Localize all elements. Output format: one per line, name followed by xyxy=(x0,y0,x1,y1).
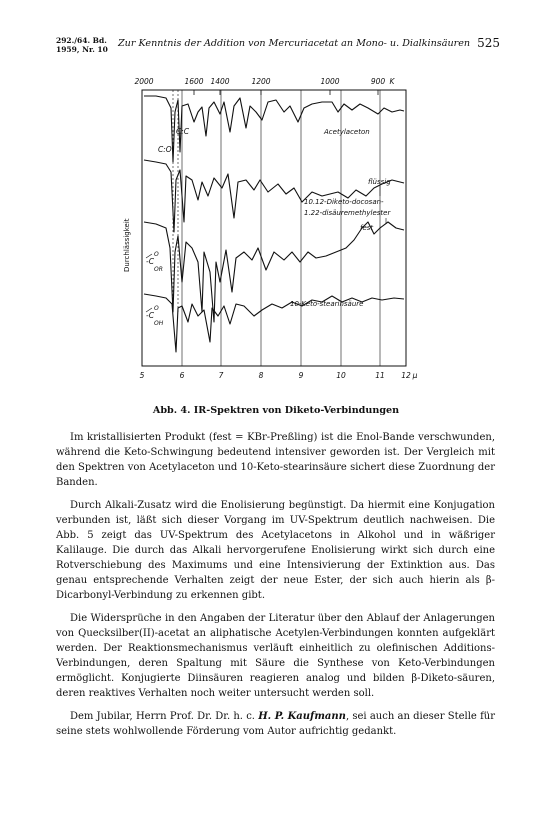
top-tick: 1400 xyxy=(210,77,230,86)
page-number: 525 xyxy=(477,36,500,50)
dedication-text-end: , sei auch an dieser Stelle für seine stets wohlwollende Förderung vom Autor aufrichtig gedankt. xyxy=(56,711,495,737)
paragraph: Die Widersprüche in den Angaben der Literatur über den Ablauf der Anlagerungen von Quecksilber(II)-acetat an aliphatische Acetylen-Verbindungen konnten aufgeklärt werden. Der Reaktionsmechanismus verläuft einheitlich zu olefinischen Additions-Verbindungen, deren Spaltung mit Säure die Synthese von Keto-Verbindungen ermöglicht. Konjugierte Diinsäuren reagieren analog und bilden β-Diketo-säuren, deren reaktives Verhalten noch weiter untersucht werden soll. xyxy=(56,613,495,699)
bottom-tick: 11 xyxy=(375,371,385,380)
label-diketo-line1: 10.12-Diketo-docosan- xyxy=(304,198,384,206)
curve-diketo-fest xyxy=(144,222,404,322)
label-diketo-line2: 1.22-disäuremethylester xyxy=(304,209,391,217)
label-keto-stearinsaeure: 10-Keto-stearinsäure xyxy=(290,300,364,308)
bottom-tick: 6 xyxy=(179,371,185,380)
label-cor-r: OR xyxy=(154,266,163,273)
curve-keto-stearinsaeure xyxy=(144,294,404,352)
dedication-name: H. P. Kaufmann xyxy=(258,711,346,722)
ir-spectra-figure xyxy=(116,72,436,402)
paragraph-dedication xyxy=(56,709,495,739)
label-cor: -C xyxy=(146,257,154,266)
curve-diketo-fluessig xyxy=(144,160,404,232)
paragraph: Durch Alkali-Zusatz wird die Enolisierung begünstigt. Da hiermit eine Konjugation verbunden ist, läßt sich dieser Vorgang im UV-Spektrum deutlich nachweisen. Die Abb. 5 zeigt das UV-Spektrum des Acetylacetons in Alkohol und in wäßriger Kalilauge. Die durch das Alkali hervorgerufene Enolisierung wirkt sich durch eine Rotverschiebung des Maximums und eine Intensivierung der Extinktion aus. Das genau entsprechende Verhalten zeigt der neue Ester, der sich auch hierin als β-Dicarbonyl-Verbindung zu erkennen gibt. xyxy=(56,500,495,601)
issue-line: 1959, Nr. 10 xyxy=(56,45,108,54)
paragraph: Im kristallisierten Produkt (fest = KBr-Preßling) ist die Enol-Bande verschwunden, während die Keto-Schwingung bedeutend intensiver geworden ist. Der Vergleich mit den Spektren von Acetylaceton und 10-Keto-stearinsäure sichert diese Zuordnung der Banden. xyxy=(56,432,495,488)
top-tick: 2000 xyxy=(134,77,154,86)
bottom-tick: 7 xyxy=(218,371,224,380)
dedication-text-start: Dem Jubilar, Herrn Prof. Dr. Dr. h. c. xyxy=(70,711,259,722)
top-tick: 1000 xyxy=(320,77,340,86)
label-coh-o: O xyxy=(154,305,159,312)
body-text xyxy=(56,430,495,747)
top-tick: 1600 xyxy=(184,77,204,86)
label-cor-o: O xyxy=(154,251,159,258)
bottom-axis-unit: μ xyxy=(412,371,418,380)
volume-info xyxy=(56,36,108,54)
bottom-tick: 12 xyxy=(401,371,411,380)
top-tick: 900 xyxy=(370,77,386,86)
label-coh: -C xyxy=(146,311,154,320)
volume-line: 292./64. Bd. xyxy=(56,36,107,45)
figure-annotations xyxy=(146,127,391,327)
bottom-tick: 9 xyxy=(298,371,304,380)
top-tick-marks xyxy=(194,90,378,95)
bottom-tick: 5 xyxy=(139,371,145,380)
page-header xyxy=(56,36,500,60)
bottom-tick: 8 xyxy=(258,371,264,380)
running-title: Zur Kenntnis der Addition von Mercuriacetat an Mono- u. Dialkinsäuren xyxy=(118,38,471,49)
label-fluessig: flüssig xyxy=(368,178,391,186)
label-acetylaceton: Acetylaceton xyxy=(324,128,370,136)
top-axis xyxy=(134,77,395,86)
label-coh-h: OH xyxy=(154,320,164,327)
top-axis-unit: K xyxy=(389,77,395,86)
y-axis-label: Durchlässigkeit xyxy=(123,218,131,272)
label-cc: C:C xyxy=(176,127,190,136)
figure-caption: Abb. 4. IR-Spektren von Diketo-Verbindungen xyxy=(152,405,400,416)
bottom-tick: 10 xyxy=(336,371,346,380)
top-tick: 1200 xyxy=(251,77,271,86)
bottom-axis xyxy=(140,371,418,380)
ir-spectra-plot xyxy=(116,72,436,402)
label-fest: fest xyxy=(360,224,374,232)
label-co: C:O xyxy=(158,145,172,154)
